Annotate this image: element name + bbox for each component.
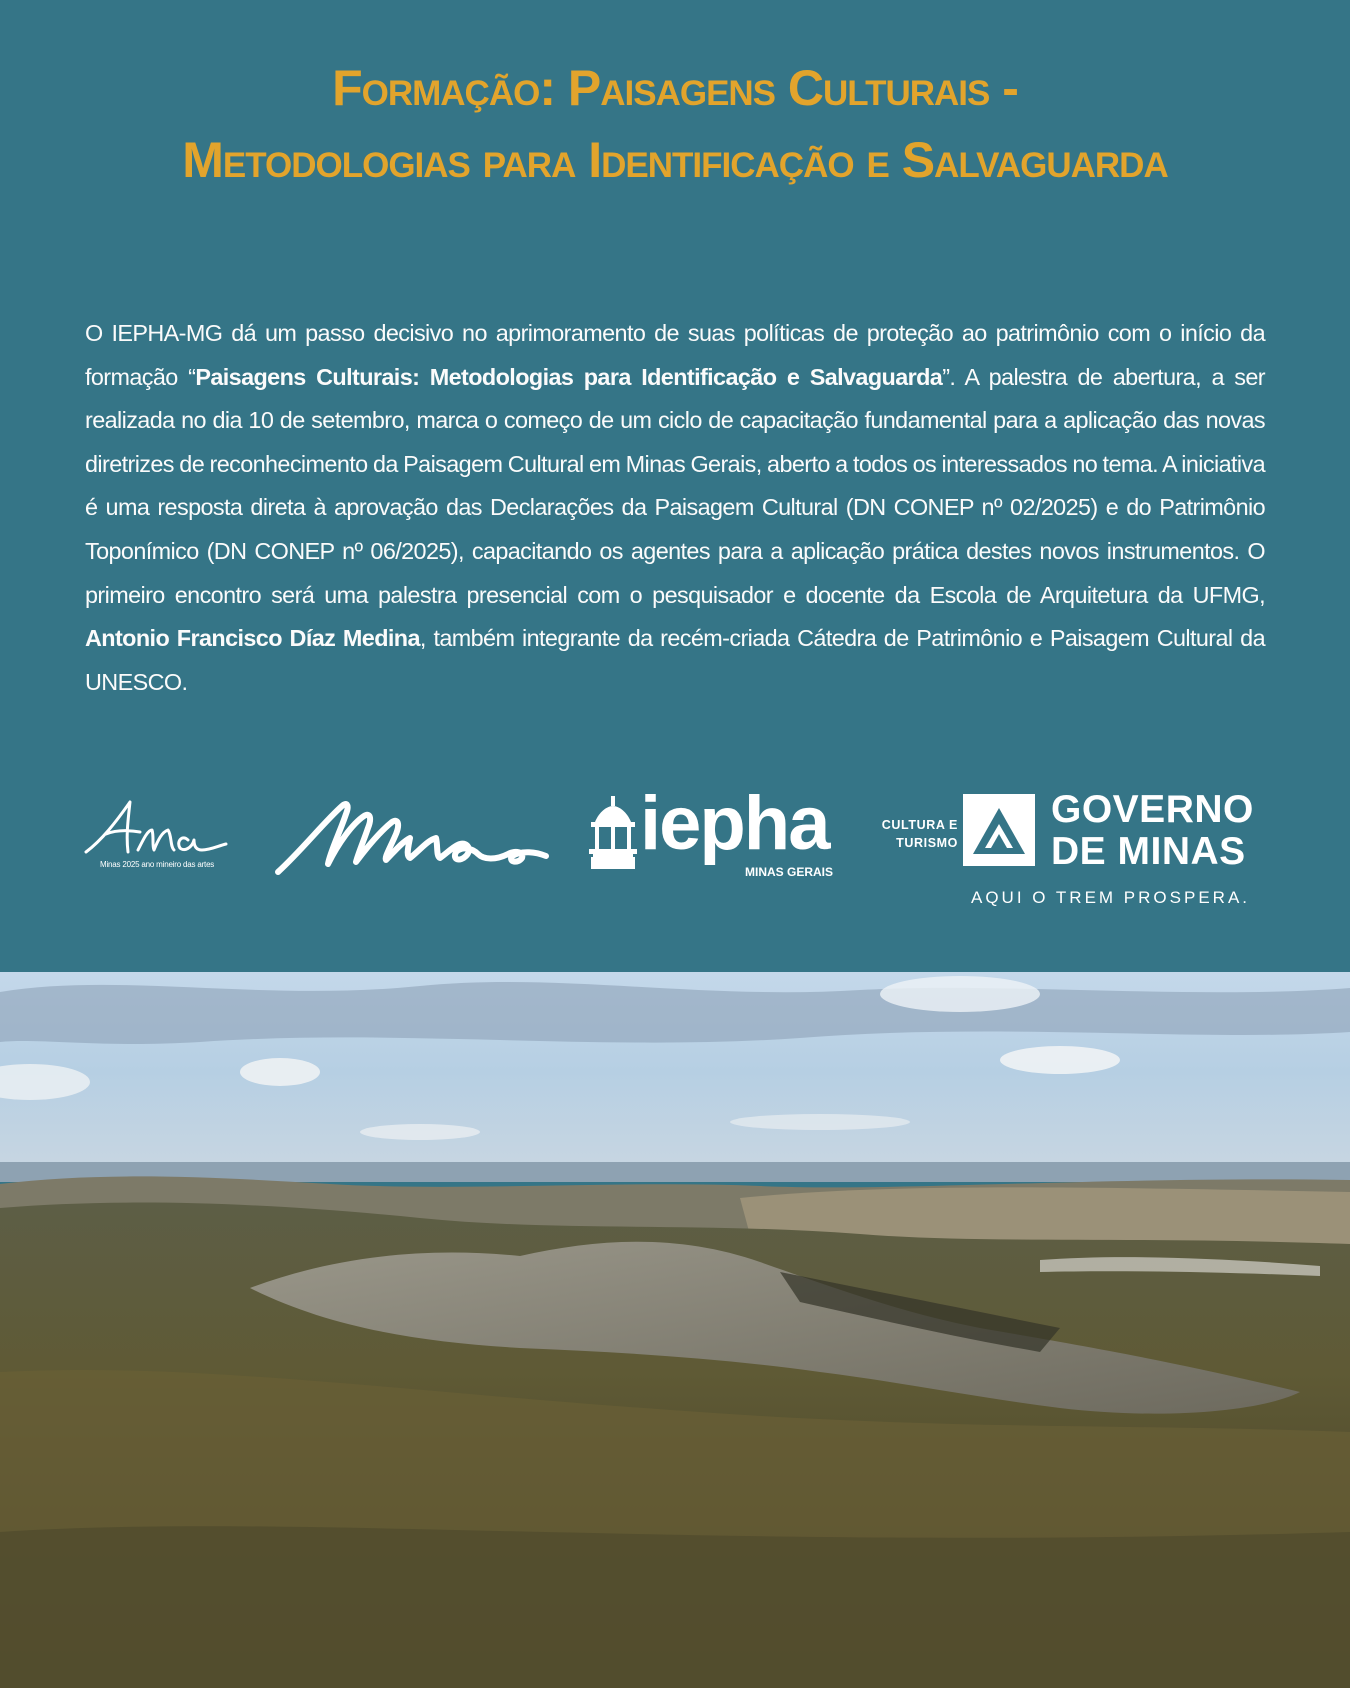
iepha-wordmark: iepha — [640, 781, 829, 866]
bandstand-icon — [587, 796, 639, 872]
governo-line-1: GOVERNO — [1051, 788, 1254, 831]
governo-minas-logo — [963, 788, 1273, 907]
logo-bar — [0, 780, 1350, 930]
cultura-line-1: CULTURA E — [881, 818, 958, 832]
body-text-part-3: , também integrante da recém-criada Cátedra de Patrimônio e Paisagem Cultural da UNESCO. — [85, 625, 1265, 695]
iepha-logo — [585, 781, 834, 884]
body-text-part-2: ”. A palestra de abertura, a ser realizada no dia 10 de setembro, marca o começo de um ciclo de capacitação fundamental para a aplicação das novas diretrizes de reconhecimento da Paisagem Cultural em Minas Gerais, aberto a todos os interessados no tema. A iniciativa é uma resposta direta à aprovação das Declarações da Paisagem Cultural (DN CONEP nº 02/2025) e do Patrimônio Toponímico (DN CONEP nº 06/2025), capacitando os agentes para a aplicação prática destes novos instrumentos. O primeiro encontro será uma palestra presencial com o pesquisador e docente da Escola de Arquitetura da UFMG, — [85, 363, 1265, 608]
governo-tagline: AQUI O TREM PROSPERA. — [971, 888, 1251, 907]
cultura-turismo-label — [858, 816, 958, 852]
title-line-2: Metodologias para Identificação e Salvaguarda — [182, 132, 1168, 188]
landscape-photo — [0, 972, 1350, 1688]
speaker-name: Antonio Francisco Díaz Medina — [85, 625, 420, 652]
governo-triangle-icon — [963, 794, 1035, 866]
title-line-1: Formação: Paisagens Culturais - — [332, 60, 1018, 116]
body-paragraph — [85, 312, 1265, 704]
course-name: Paisagens Culturais: Metodologias para Identificação e Salvaguarda — [195, 363, 943, 390]
minas-logo — [272, 790, 552, 880]
page-title — [60, 52, 1290, 196]
minas-script-mark — [272, 790, 552, 880]
ana-script-mark — [82, 794, 232, 860]
ana-logo — [82, 794, 232, 874]
body-text-part-1: O IEPHA-MG dá um passo decisivo no aprimoramento de suas políticas de proteção ao patrimônio com o início da formação “ — [85, 320, 1265, 390]
cultura-line-2: TURISMO — [896, 836, 958, 850]
governo-line-2: DE MINAS — [1051, 830, 1246, 873]
iepha-subtitle: MINAS GERAIS — [745, 865, 834, 879]
ana-tagline: Minas 2025 ano mineiro das artes — [100, 860, 215, 869]
